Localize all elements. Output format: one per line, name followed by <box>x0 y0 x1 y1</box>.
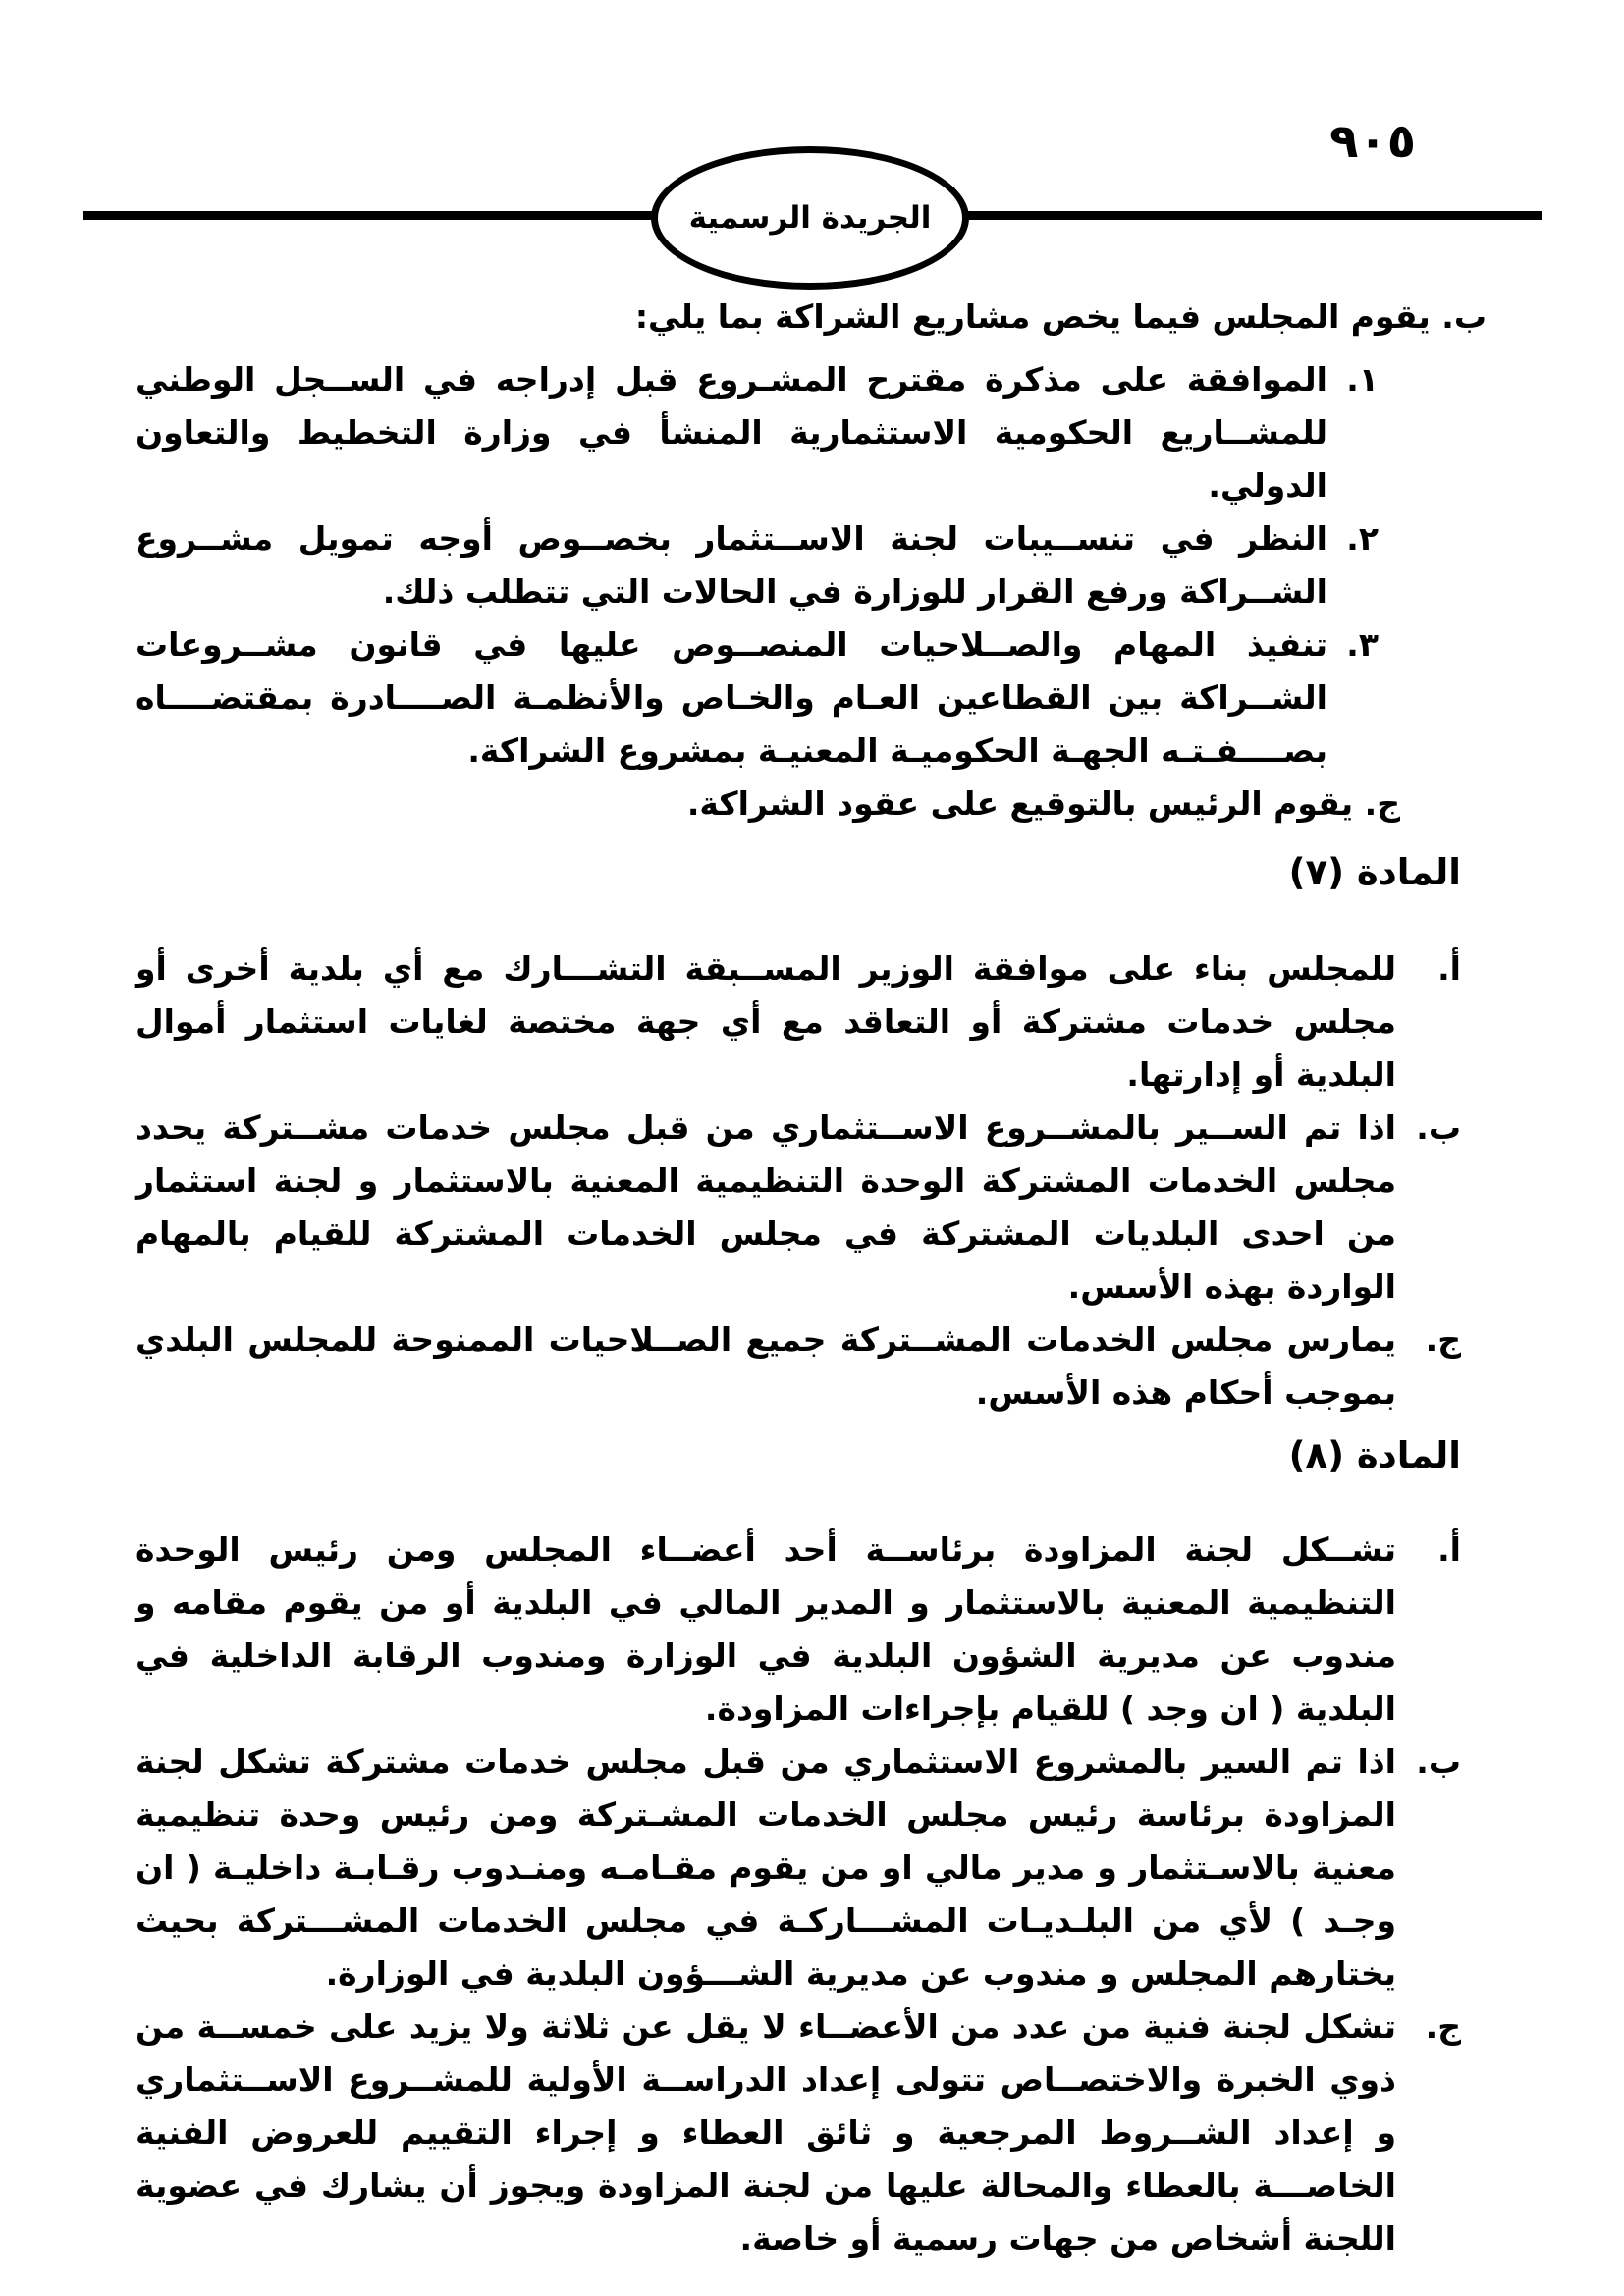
article-clause <box>135 1523 1487 1735</box>
clause-marker: أ. <box>1437 1530 1461 1569</box>
article-clause <box>135 1101 1487 1313</box>
article-clause <box>135 1735 1487 2001</box>
page-number: ٩٠٥ <box>1329 114 1416 169</box>
clause-text: تشكل لجنة فنية من عدد من الأعضــاء لا يقل عن ثلاثة ولا يزيد على خمســة من ذوي الخبرة والاختصــاص تتولى إعداد الدراســة الأولية للمشــروع الاســتثماري و إعداد الشــروط المرجعية و ثائق العطاء و إجراء التقييم للعروض الفنية الخاصـــة بالعطاء والمحالة عليها من لجنة المزاودة ويجوز أن يشارك في عضوية اللجنة أشخاص من جهات رسمية أو خاصة. <box>135 2007 1396 2258</box>
list-item <box>135 353 1487 512</box>
list-item-number: ٢. <box>1346 519 1379 558</box>
clause-marker: ب. <box>1416 1742 1461 1781</box>
clause-text: تشــكل لجنة المزاودة برئاســة أحد أعضــاء المجلس ومن رئيس الوحدة التنظيمية المعنية بالاستثمار و المدير المالي في البلدية أو من يقوم مقامه و مندوب عن مديرية الشؤون البلدية في الوزارة ومندوب الرقابة الداخلية في البلدية ( ان وجد ) للقيام بإجراءات المزاودة. <box>135 1530 1396 1728</box>
clause-marker: ج. <box>1425 1320 1461 1359</box>
list-item-number: ٣. <box>1346 625 1379 664</box>
gazette-banner-label: الجريدة الرسمية <box>688 200 932 236</box>
closing-text: يقوم الرئيس بالتوقيع على عقود الشراكة. <box>686 784 1354 823</box>
article-clause <box>135 942 1487 1101</box>
article-clause <box>135 2001 1487 2266</box>
list-item <box>135 618 1487 777</box>
article-8-title: المادة (٨) <box>1288 1434 1461 1476</box>
intro-paragraph <box>135 291 1487 344</box>
closing-paragraph <box>135 777 1487 830</box>
list-item-text: النظر في تنســيبات لجنة الاســتثمار بخصــوص أوجه تمويل مشــروع الشــراكة ورفع القرار للوزارة في الحالات التي تتطلب ذلك. <box>135 519 1327 611</box>
intro-list <box>135 353 1487 777</box>
clause-text: اذا تم السير بالمشروع الاستثماري من قبل مجلس خدمات مشتركة تشكل لجنة المزاودة برئاسة رئيس مجلس الخدمات المشـتركة ومن رئيس وحدة تنظيمية معنية بالاسـتثمار و مدير مالي او من يقوم مقـامـه ومنـدوب رقـابـة داخليـة ( ان وجـد ) لأي من البلـديـات المشـــاركـة في مجلس الخدمات المشـــتركة بحيث يختارهم المجلس و مندوب عن مديرية الشـــؤون البلدية في الوزارة. <box>135 1742 1396 1993</box>
clause-marker: ب. <box>1416 1108 1461 1147</box>
article-7 <box>135 846 1487 1419</box>
article-7-title: المادة (٧) <box>1288 851 1461 893</box>
gazette-banner-oval <box>651 146 969 290</box>
list-item-text: تنفيذ المهام والصــلاحيات المنصــوص عليها في قانون مشــروعات الشــراكة بين القطاعين العـام والخـاص والأنظمـة الصــــادرة بمقتضــــاه بصــــفـتـه الجهـة الحكوميـة المعنيـة بمشروع الشراكة. <box>135 625 1327 770</box>
article-8 <box>135 1429 1487 2266</box>
list-item-number: ١. <box>1346 360 1379 399</box>
list-item-text: الموافقة على مذكرة مقترح المشـروع قبل إدراجه في الســجل الوطني للمشــاريع الحكومية الاستثمارية المنشأ في وزارة التخطيط والتعاون الدولي. <box>135 360 1327 505</box>
closing-marker: ج. <box>1364 784 1400 823</box>
document-body <box>135 291 1487 2266</box>
clause-text: اذا تم الســير بالمشــروع الاســتثماري من قبل مجلس خدمات مشــتركة يحدد مجلس الخدمات المشتركة الوحدة التنظيمية المعنية بالاستثمار و لجنة استثمار من احدى البلديات المشتركة في مجلس الخدمات المشتركة للقيام بالمهام الواردة بهذه الأسس. <box>135 1108 1396 1306</box>
clause-text: للمجلس بناء على موافقة الوزير المســبقة التشـــارك مع أي بلدية أخرى أو مجلس خدمات مشتركة أو التعاقد مع أي جهة مختصة لغايات استثمار أموال البلدية أو إدارتها. <box>135 949 1396 1094</box>
list-item <box>135 512 1487 618</box>
clause-marker: ج. <box>1425 2007 1461 2046</box>
intro-marker: ب. <box>1441 297 1487 336</box>
clause-text: يمارس مجلس الخدمات المشــتركة جميع الصــلاحيات الممنوحة للمجلس البلدي بموجب أحكام هذه الأسس. <box>135 1320 1396 1412</box>
intro-text: يقوم المجلس فيما يخص مشاريع الشراكة بما يلي: <box>634 297 1431 336</box>
clause-marker: أ. <box>1437 949 1461 988</box>
article-clause <box>135 1313 1487 1419</box>
